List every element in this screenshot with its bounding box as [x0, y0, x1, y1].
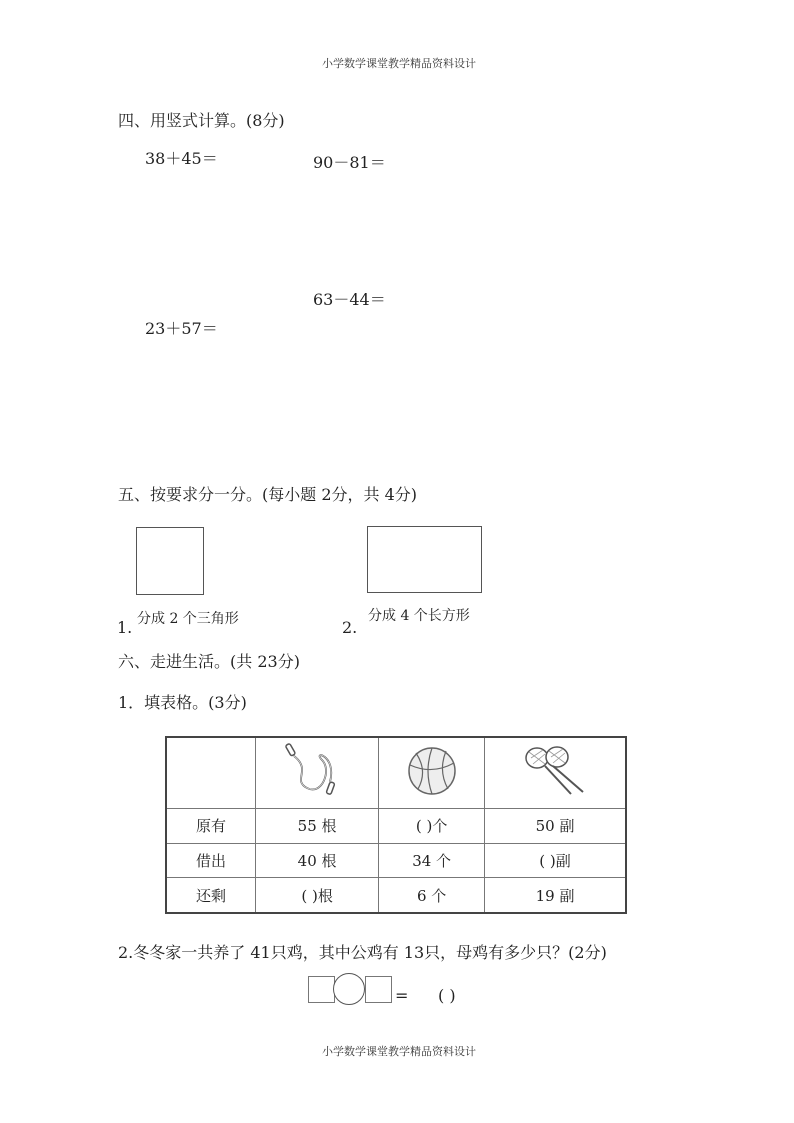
answer-box-left[interactable] — [308, 976, 335, 1003]
table-cell: 55 根 — [256, 809, 379, 844]
answer-blank[interactable]: ( ) — [438, 986, 456, 1005]
equation-38-plus-45: 38＋45＝ — [145, 149, 218, 168]
table-corner-cell — [166, 737, 256, 809]
row-label: 原有 — [166, 809, 256, 844]
item-2-instruction: 分成 4 个长方形 — [368, 608, 470, 624]
section-6-title: 六、走进生活。(共 23分) — [118, 652, 300, 671]
table-cell: 19 副 — [485, 878, 626, 913]
table-cell: 40 根 — [256, 843, 379, 878]
item-1-instruction: 分成 2 个三角形 — [137, 611, 239, 627]
page-header: 小学数学课堂教学精品资料设计 — [322, 57, 476, 70]
badminton-racket-icon — [485, 737, 626, 809]
jump-rope-icon — [256, 737, 379, 809]
fill-table — [165, 736, 627, 914]
question-1-title: 1．填表格。(3分) — [118, 693, 247, 712]
table-row — [166, 809, 626, 844]
table-cell: 34 个 — [379, 843, 485, 878]
table-cell: 6 个 — [379, 878, 485, 913]
equation-23-plus-57: 23＋57＝ — [145, 319, 218, 338]
operator-circle[interactable] — [333, 973, 365, 1005]
table-cell: ( )根 — [256, 878, 379, 913]
table-row — [166, 843, 626, 878]
section-5-title: 五、按要求分一分。(每小题 2分，共 4分) — [118, 485, 418, 504]
answer-box-right[interactable] — [365, 976, 392, 1003]
table-cell: 50 副 — [485, 809, 626, 844]
item-2-number: 2. — [342, 618, 358, 637]
table-cell: ( )个 — [379, 809, 485, 844]
row-label: 还剩 — [166, 878, 256, 913]
equation-63-minus-44: 63－44＝ — [313, 290, 386, 309]
row-label: 借出 — [166, 843, 256, 878]
square-shape — [136, 527, 204, 595]
basketball-icon — [379, 737, 485, 809]
table-cell: ( )副 — [485, 843, 626, 878]
table-row — [166, 878, 626, 913]
item-1-number: 1. — [117, 618, 133, 637]
equals-sign: = — [395, 986, 409, 1005]
page-footer: 小学数学课堂教学精品资料设计 — [322, 1045, 476, 1058]
question-2-title: 2.冬冬家一共养了 41只鸡，其中公鸡有 13只，母鸡有多少只？(2分) — [118, 943, 607, 962]
section-4-title: 四、用竖式计算。(8分) — [118, 111, 285, 130]
equation-90-minus-81: 90－81＝ — [313, 153, 386, 172]
rectangle-shape — [367, 526, 482, 593]
